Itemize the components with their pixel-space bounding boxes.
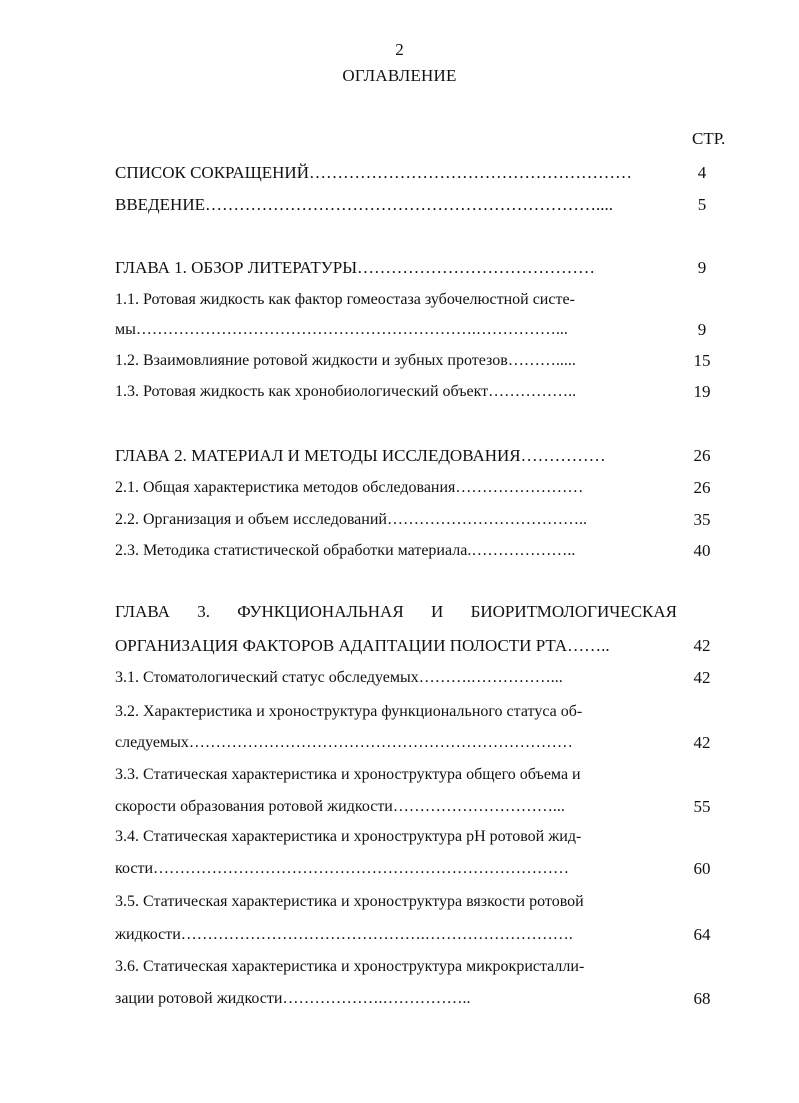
- toc-entry-chapter-2: ГЛАВА 2. МАТЕРИАЛ И МЕТОДЫ ИССЛЕДОВАНИЯ……………: [115, 446, 606, 465]
- toc-entry-introduction: ВВЕДЕНИЕ……………………………………………………………....: [115, 195, 613, 214]
- toc-page-3-1: 42: [693, 668, 711, 687]
- toc-entry-3-4-line2: кости……………………………………………………………………: [115, 860, 570, 877]
- toc-page-chapter-2: 26: [693, 446, 711, 465]
- toc-entry-3-3-line2: скорости образования ротовой жидкости…………………………...: [115, 798, 565, 815]
- toc-page-1-3: 19: [693, 382, 711, 401]
- page-title: ОГЛАВЛЕНИЕ: [342, 66, 457, 85]
- toc-page-introduction: 5: [697, 195, 707, 214]
- toc-entry-2-3: 2.3. Методика статистической обработки материала.………………..: [115, 542, 576, 559]
- toc-entry-3-2-line1: 3.2. Характеристика и хроноструктура функционального статуса об-: [115, 703, 583, 720]
- toc-entry-3-6-line1: 3.6. Статическая характеристика и хроноструктура микрокристалли-: [115, 958, 585, 975]
- page-number: 2: [395, 40, 404, 59]
- toc-page-abbreviations: 4: [697, 163, 707, 182]
- toc-page-3-3: 55: [693, 797, 711, 816]
- toc-entry-1-1-line1: 1.1. Ротовая жидкость как фактор гомеостаза зубочелюстной систе-: [115, 291, 575, 308]
- toc-page-chapter-1: 9: [697, 258, 707, 277]
- toc-entry-3-6-line2: зации ротовой жидкости……………….……………..: [115, 990, 471, 1007]
- toc-page-2-1: 26: [693, 478, 711, 497]
- toc-entry-3-1: 3.1. Стоматологический статус обследуемых……….……………...: [115, 669, 563, 686]
- toc-entry-2-1: 2.1. Общая характеристика методов обследования……………………: [115, 479, 584, 496]
- toc-entry-3-4-line1: 3.4. Статическая характеристика и хроноструктура pH ротовой жид-: [115, 828, 582, 845]
- toc-page-chapter-3: 42: [693, 636, 711, 655]
- toc-entry-3-5-line1: 3.5. Статическая характеристика и хроноструктура вязкости ротовой: [115, 893, 584, 910]
- toc-entry-3-2-line2: следуемых………………………………………………………………: [115, 734, 573, 751]
- toc-entry-3-5-line2: жидкости……………………………………….……………………….: [115, 926, 573, 943]
- toc-page-3-6: 68: [693, 989, 711, 1008]
- toc-entry-chapter-3-line1: ГЛАВА 3. ФУНКЦИОНАЛЬНАЯ И БИОРИТМОЛОГИЧЕСКАЯ: [115, 602, 677, 621]
- toc-page-1-2: 15: [693, 351, 711, 370]
- toc-page-2-3: 40: [693, 541, 711, 560]
- toc-entry-chapter-3-line2: ОРГАНИЗАЦИЯ ФАКТОРОВ АДАПТАЦИИ ПОЛОСТИ РТА……..: [115, 636, 610, 655]
- page-column-label: СТР.: [692, 129, 726, 148]
- toc-entry-abbreviations: СПИСОК СОКРАЩЕНИЙ…………………………………………………: [115, 163, 632, 182]
- toc-entry-3-3-line1: 3.3. Статическая характеристика и хроноструктура общего объема и: [115, 766, 581, 783]
- toc-page-3-2: 42: [693, 733, 711, 752]
- toc-page-3-5: 64: [693, 925, 711, 944]
- toc-page-2-2: 35: [693, 510, 711, 529]
- toc-entry-1-1-line2: мы……………………………………………………….……………...: [115, 321, 568, 338]
- toc-entry-2-2: 2.2. Организация и объем исследований………………………………..: [115, 511, 587, 528]
- toc-page-1-1: 9: [697, 320, 707, 339]
- toc-entry-chapter-1: ГЛАВА 1. ОБЗОР ЛИТЕРАТУРЫ……………………………………: [115, 258, 596, 277]
- toc-entry-1-2: 1.2. Взаимовлияние ротовой жидкости и зубных протезов……….....: [115, 352, 576, 369]
- toc-page-3-4: 60: [693, 859, 711, 878]
- toc-entry-1-3: 1.3. Ротовая жидкость как хронобиологический объект……………..: [115, 383, 577, 400]
